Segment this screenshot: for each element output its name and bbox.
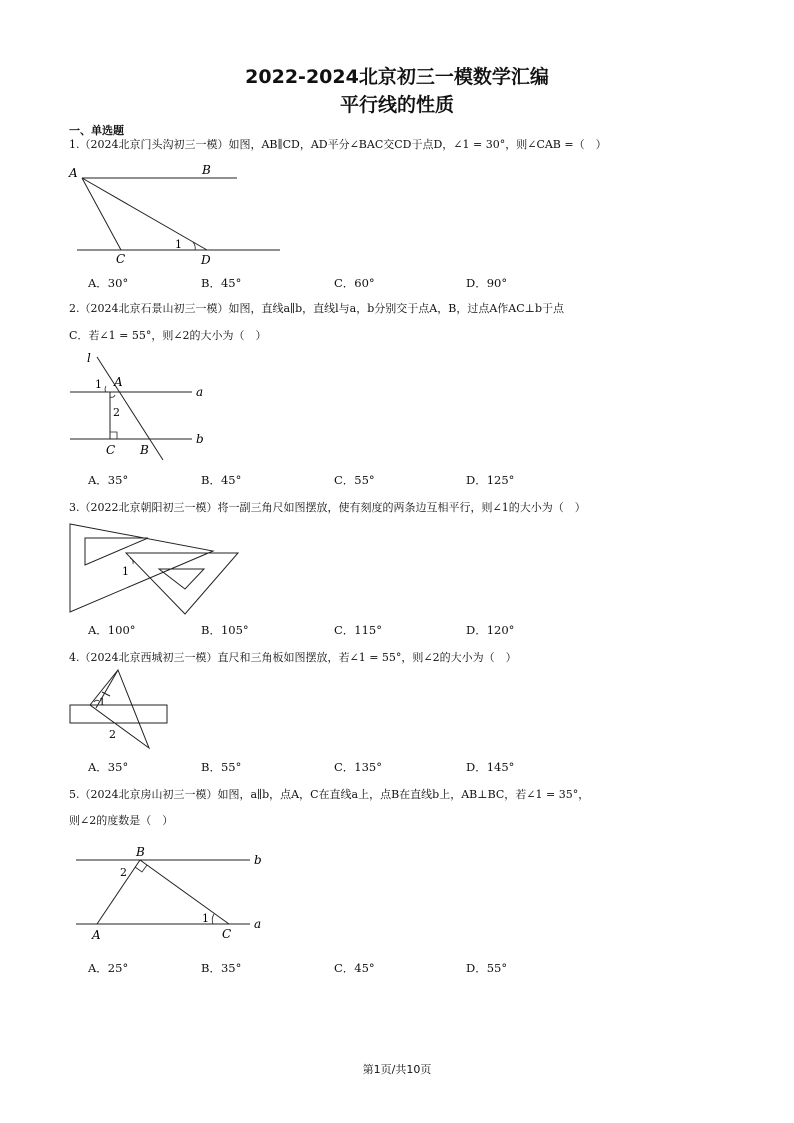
q4-option-c[interactable]: C．135° bbox=[334, 760, 382, 774]
q2-angle-2: 2 bbox=[113, 406, 120, 419]
q2-option-d[interactable]: D．125° bbox=[466, 473, 515, 487]
q2-option-c[interactable]: C．55° bbox=[334, 473, 375, 487]
q4-option-d[interactable]: D．145° bbox=[466, 760, 515, 774]
q1-label-a: A bbox=[69, 166, 78, 180]
q1-angle-1: 1 bbox=[175, 238, 182, 251]
page-subtitle: 平行线的性质 bbox=[339, 94, 454, 116]
q5-option-a[interactable]: A．25° bbox=[88, 961, 129, 975]
q1-label-b: B bbox=[202, 163, 211, 177]
question-2-figure bbox=[60, 350, 220, 462]
q5-option-c[interactable]: C．45° bbox=[334, 961, 375, 975]
q3-option-b[interactable]: B．105° bbox=[201, 623, 249, 637]
q3-option-d[interactable]: D．120° bbox=[466, 623, 515, 637]
q5-angle-1: 1 bbox=[202, 912, 209, 925]
question-5-stem-line2: 则∠2的度数是（ ） bbox=[69, 814, 174, 827]
q2-label-a-point: A bbox=[114, 375, 123, 389]
q5-option-d[interactable]: D．55° bbox=[466, 961, 508, 975]
q1-label-c: C bbox=[116, 252, 126, 266]
q5-label-b-line: b bbox=[254, 853, 262, 867]
page-number: 第1页/共10页 bbox=[362, 1063, 432, 1076]
q1-option-c[interactable]: C．60° bbox=[334, 276, 375, 290]
q4-angle-2: 2 bbox=[109, 728, 116, 741]
q1-option-a[interactable]: A．30° bbox=[88, 276, 129, 290]
q4-option-a[interactable]: A．35° bbox=[88, 760, 129, 774]
question-3-figure bbox=[68, 522, 243, 617]
question-4-figure bbox=[66, 668, 176, 750]
question-1-figure bbox=[60, 160, 290, 270]
section-heading: 一、单选题 bbox=[69, 124, 124, 137]
q5-label-a-point: A bbox=[92, 928, 101, 942]
question-2-stem-line2: C．若∠1 = 55°，则∠2的大小为（ ） bbox=[69, 329, 267, 342]
page-title: 2022-2024北京初三一模数学汇编 bbox=[245, 66, 549, 88]
q2-label-b-point: B bbox=[140, 443, 149, 457]
q3-option-c[interactable]: C．115° bbox=[334, 623, 382, 637]
q4-option-b[interactable]: B．55° bbox=[201, 760, 242, 774]
q3-option-a[interactable]: A．100° bbox=[88, 623, 136, 637]
q3-angle-1: 1 bbox=[122, 565, 129, 578]
question-5-stem-line1: 5.（2024北京房山初三一模）如图，a∥b，点A，C在直线a上，点B在直线b上，AB⊥BC，若∠1 = 35°， bbox=[69, 788, 590, 801]
q5-angle-2: 2 bbox=[120, 866, 127, 879]
q2-option-a[interactable]: A．35° bbox=[88, 473, 129, 487]
q2-label-l: l bbox=[87, 351, 91, 365]
question-3-stem: 3.（2022北京朝阳初三一模）将一副三角尺如图摆放，使有刻度的两条边互相平行，则∠1的大小为（ ） bbox=[69, 501, 586, 514]
question-4-stem: 4.（2024北京西城初三一模）直尺和三角板如图摆放，若∠1 = 55°，则∠2的大小为（ ） bbox=[69, 651, 517, 664]
q2-label-b-line: b bbox=[196, 432, 204, 446]
q1-option-b[interactable]: B．45° bbox=[201, 276, 242, 290]
q5-label-c-point: C bbox=[222, 927, 232, 941]
q5-label-b-point: B bbox=[136, 845, 145, 859]
question-1-stem: 1.（2024北京门头沟初三一模）如图，AB∥CD，AD平分∠BAC交CD于点D，∠1 = 30°，则∠CAB =（ ） bbox=[69, 138, 607, 151]
q2-option-b[interactable]: B．45° bbox=[201, 473, 242, 487]
q1-option-d[interactable]: D．90° bbox=[466, 276, 508, 290]
q1-label-d: D bbox=[201, 253, 211, 267]
q5-option-b[interactable]: B．35° bbox=[201, 961, 242, 975]
q5-label-a-line: a bbox=[254, 917, 262, 931]
q2-label-c-point: C bbox=[106, 443, 116, 457]
q2-label-a-line: a bbox=[196, 385, 204, 399]
question-5-figure bbox=[68, 840, 273, 950]
q4-angle-1: 1 bbox=[99, 697, 106, 708]
question-2-stem-line1: 2.（2024北京石景山初三一模）如图，直线a∥b，直线l与a，b分别交于点A，B，过点A作AC⊥b于点 bbox=[69, 302, 565, 315]
q2-angle-1: 1 bbox=[95, 378, 102, 391]
